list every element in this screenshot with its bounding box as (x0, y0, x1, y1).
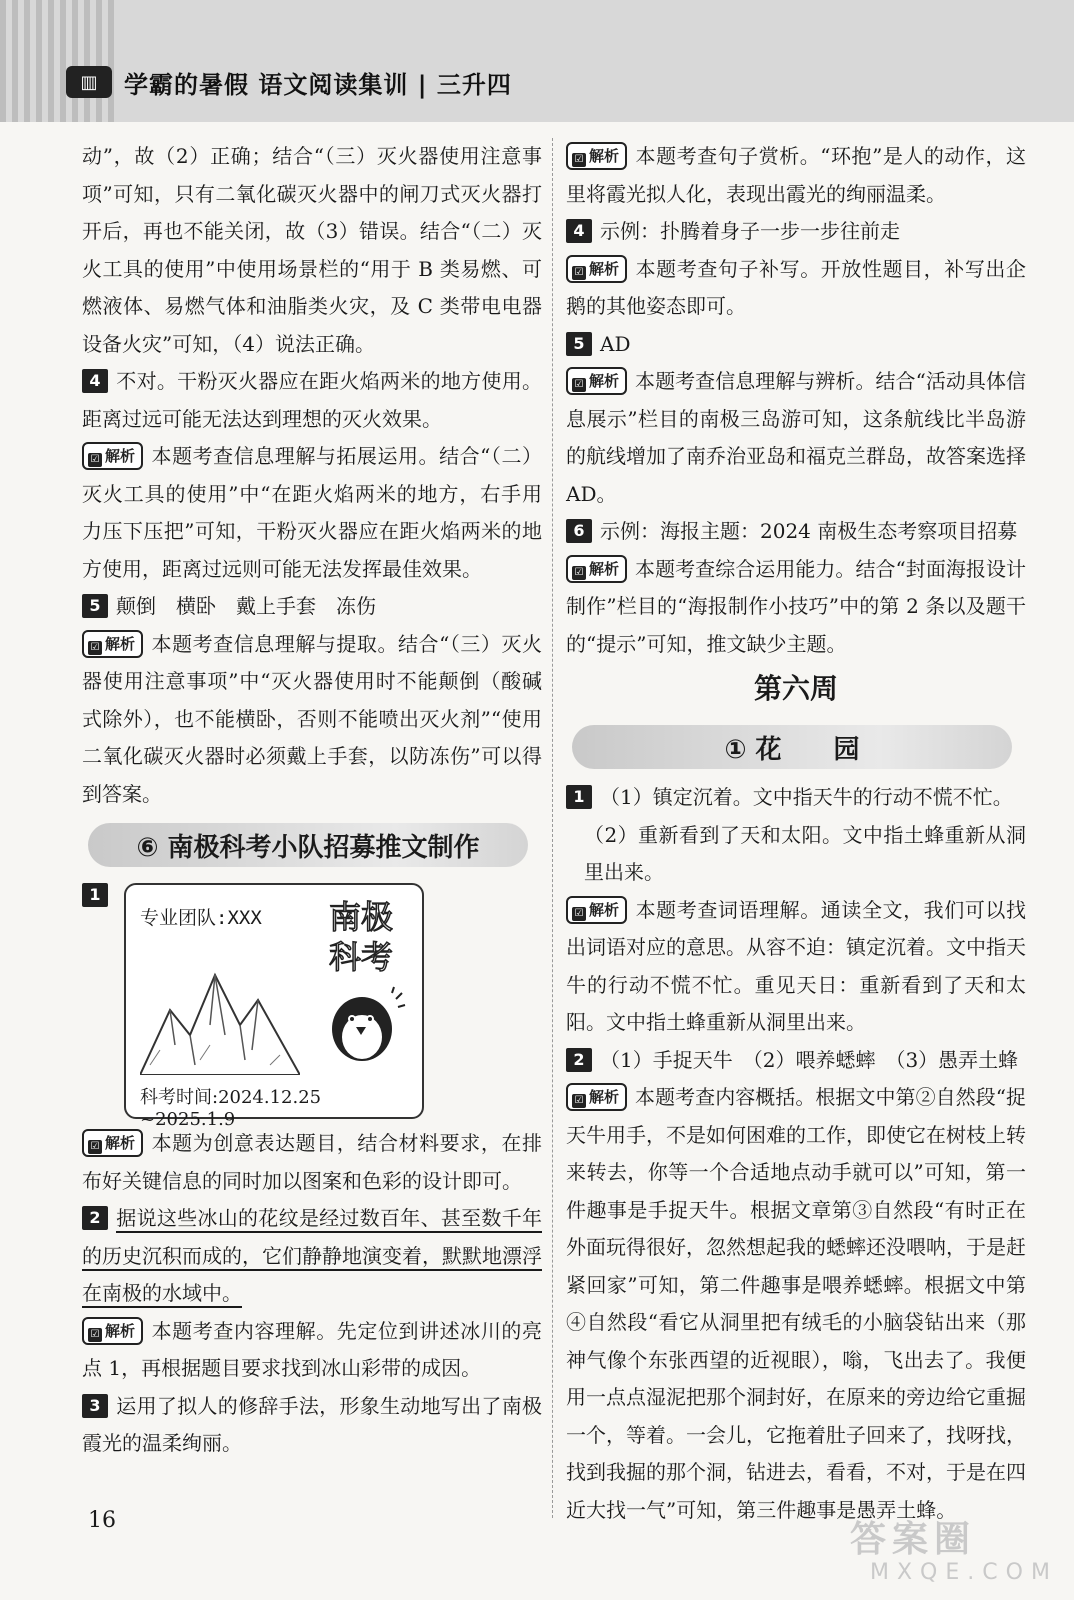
poster-big-text: 南极科考 (328, 898, 393, 976)
answer-1-part-2: （2）重新看到了天和太阳。文中指土蜂重新从洞里出来。 (584, 822, 1026, 884)
analysis-label: ☑ 解析 (566, 367, 627, 395)
header-decoration (0, 0, 120, 122)
page-number: 16 (88, 1508, 116, 1533)
answer-1 (82, 877, 542, 1130)
book-icon: ▥ (66, 66, 112, 98)
poster-illustration (124, 883, 424, 1130)
analysis-label: ☑ 解析 (82, 630, 143, 658)
analysis-3: ☑ 解析 本题考查句子赏析。“环抱”是人的动作，这里将霞光拟人化，表现出霞光的绚丽温柔。 (566, 144, 1026, 206)
check-icon: ☑ (88, 1140, 102, 1154)
analysis-5: ☑ 解析 本题考查信息理解与提取。结合“（三）灭火器使用注意事项”中“灭火器使用时不能颠倒（酸碱式除外），也不能横卧，否则不能喷出灭火剂”“使用二氧化碳灭火器时必须戴上手套，以防冻伤”可以得到答案。 (82, 631, 542, 806)
answer-5: 5 AD (566, 326, 1026, 364)
book-title: 学霸的暑假 语文阅读集训 | 三升四 (124, 70, 512, 99)
check-icon: ☑ (572, 266, 586, 280)
section-title: ① 花 园 (572, 725, 1012, 769)
analysis-1: ☑ 解析 本题考查词语理解。通读全文，我们可以找出词语对应的意思。从容不迫：镇定沉着。文中指天牛的行动不慌不忙。重见天日：重新看到了天和太阳。文中指土蜂重新从洞里出来。 (566, 897, 1026, 1034)
question-number: 5 (82, 594, 108, 618)
check-icon: ☑ (572, 566, 586, 580)
question-number: 4 (566, 219, 592, 243)
header-bar (66, 62, 546, 102)
answer-5: 5 颠倒 横卧 戴上手套 冻伤 (82, 588, 542, 626)
answer-3: 3 运用了拟人的修辞手法，形象生动地写出了南极霞光的温柔绚丽。 (82, 1393, 542, 1455)
question-number: 6 (566, 519, 592, 543)
paragraph: 动”，故（2）正确；结合“（三）灭火器使用注意事项”可知，只有二氧化碳灭火器中的闸刀式灭火器打开后，再也不能关闭，故（3）错误。结合“（二）灭火工具的使用”中使用场景栏的“用于 B 类易燃、可燃液体、易燃气体和油脂类火灾，及 C 类带电电器设备火灾”可知，（4）说法正确。 (82, 144, 542, 356)
answer-2: 2 （1）手捉天牛 （2）喂养蟋蟀 （3）愚弄土蜂 (566, 1042, 1026, 1080)
left-column (82, 138, 542, 1463)
analysis-4: ☑ 解析 本题考查信息理解与拓展运用。结合“（二）灭火工具的使用”中“在距火焰两米的地方，右手用力压下压把”可知，干粉灭火器应在距火焰两米的地方使用，距离过远则可能无法发挥最佳效果。 (82, 444, 542, 581)
analysis-2: ☑ 解析 本题考查内容概括。根据文中第②自然段“捉天牛用手，不是如何困难的工作，即使它在树枝上转来转去，你等一个合适地点动手就可以”可知，第一件趣事是手捉天牛。根据文章第③自然段“有时正在外面玩得很好，忽然想起我的蟋蟀还没喂呐，于是赶紧回家”可知，第二件趣事是喂养蟋蟀。根据文中第④自然段“看它从洞里把有绒毛的小脑袋钻出来（那神气像个东张西望的近视眼），嗡，飞出去了。我便用一点点湿泥把那个洞封好，在原来的旁边给它重掘一个，等着。一会儿，它拖着肚子回来了，找呀找，找到我掘的那个洞，钻进去，看看，不对，于是在四近大找一气”可知，第三件趣事是愚弄土蜂。 (566, 1085, 1026, 1522)
check-icon: ☑ (88, 641, 102, 655)
question-number: 2 (82, 1206, 108, 1230)
question-number: 5 (566, 332, 592, 356)
answer-4: 4 不对。干粉灭火器应在距火焰两米的地方使用。距离过远可能无法达到理想的灭火效果。 (82, 369, 542, 431)
question-number: 2 (566, 1048, 592, 1072)
analysis-label: ☑ 解析 (566, 1083, 627, 1111)
analysis-6: ☑ 解析 本题考查综合运用能力。结合“封面海报设计制作”栏目的“海报制作小技巧”中的第 2 条以及题干的“提示”可知，推文缺少主题。 (566, 556, 1026, 656)
watermark (850, 1519, 1058, 1590)
check-icon: ☑ (88, 1328, 102, 1342)
analysis-label: ☑ 解析 (82, 1317, 143, 1345)
question-number: 4 (82, 369, 108, 393)
check-icon: ☑ (572, 1094, 586, 1108)
week-title: 第六周 (753, 672, 838, 705)
analysis-1: ☑ 解析 本题为创意表达题目，结合材料要求，在排布好关键信息的同时加以图案和色彩的设计即可。 (82, 1131, 542, 1193)
section-title: ⑥ 南极科考小队招募推文制作 (88, 823, 528, 867)
answer-6: 6 示例：海报主题：2024 南极生态考察项目招募 (566, 513, 1026, 551)
poster-team: 专业团队:XXX (140, 907, 262, 929)
check-icon: ☑ (88, 453, 102, 467)
answer-2: 2 据说这些冰山的花纹是经过数百年、甚至数千年的历史沉积而成的，它们静静地演变着，默默地漂浮在南极的水域中。 (82, 1206, 542, 1305)
analysis-2: ☑ 解析 本题考查内容理解。先定位到讲述冰川的亮点 1，再根据题目要求找到冰山彩带的成因。 (82, 1318, 542, 1380)
check-icon: ☑ (572, 907, 586, 921)
question-number: 1 (566, 785, 592, 809)
penguin-icon (326, 985, 406, 1065)
analysis-label: ☑ 解析 (566, 255, 627, 283)
analysis-label: ☑ 解析 (82, 442, 143, 470)
analysis-label: ☑ 解析 (566, 142, 627, 170)
check-icon: ☑ (572, 153, 586, 167)
answer-1: 1 （1）镇定沉着。文中指天牛的行动不慌不忙。 (566, 779, 1026, 817)
watermark-top: 答案圈 (850, 1519, 977, 1560)
column-divider (552, 138, 553, 1518)
check-icon: ☑ (572, 378, 586, 392)
analysis-label: ☑ 解析 (566, 555, 627, 583)
analysis-5: ☑ 解析 本题考查信息理解与辨析。结合“活动具体信息展示”栏目的南极三岛游可知，这条航线比半岛游的航线增加了南乔治亚岛和福克兰群岛，故答案选择 AD。 (566, 369, 1026, 506)
analysis-4: ☑ 解析 本题考查句子补写。开放性题目，补写出企鹅的其他姿态即可。 (566, 256, 1026, 318)
answer-4: 4 示例：扑腾着身子一步一步往前走 (566, 213, 1026, 251)
mountain-icon (140, 965, 300, 1075)
analysis-label: ☑ 解析 (82, 1129, 143, 1157)
page-header (0, 0, 1074, 122)
poster-time: 科考时间:2024.12.25 ~2025.1.9 (140, 1087, 322, 1130)
question-number: 3 (82, 1394, 108, 1418)
watermark-bottom: MXQE.COM (870, 1560, 1058, 1585)
question-number: 1 (82, 883, 108, 907)
analysis-label: ☑ 解析 (566, 896, 627, 924)
right-column (566, 138, 1026, 1529)
